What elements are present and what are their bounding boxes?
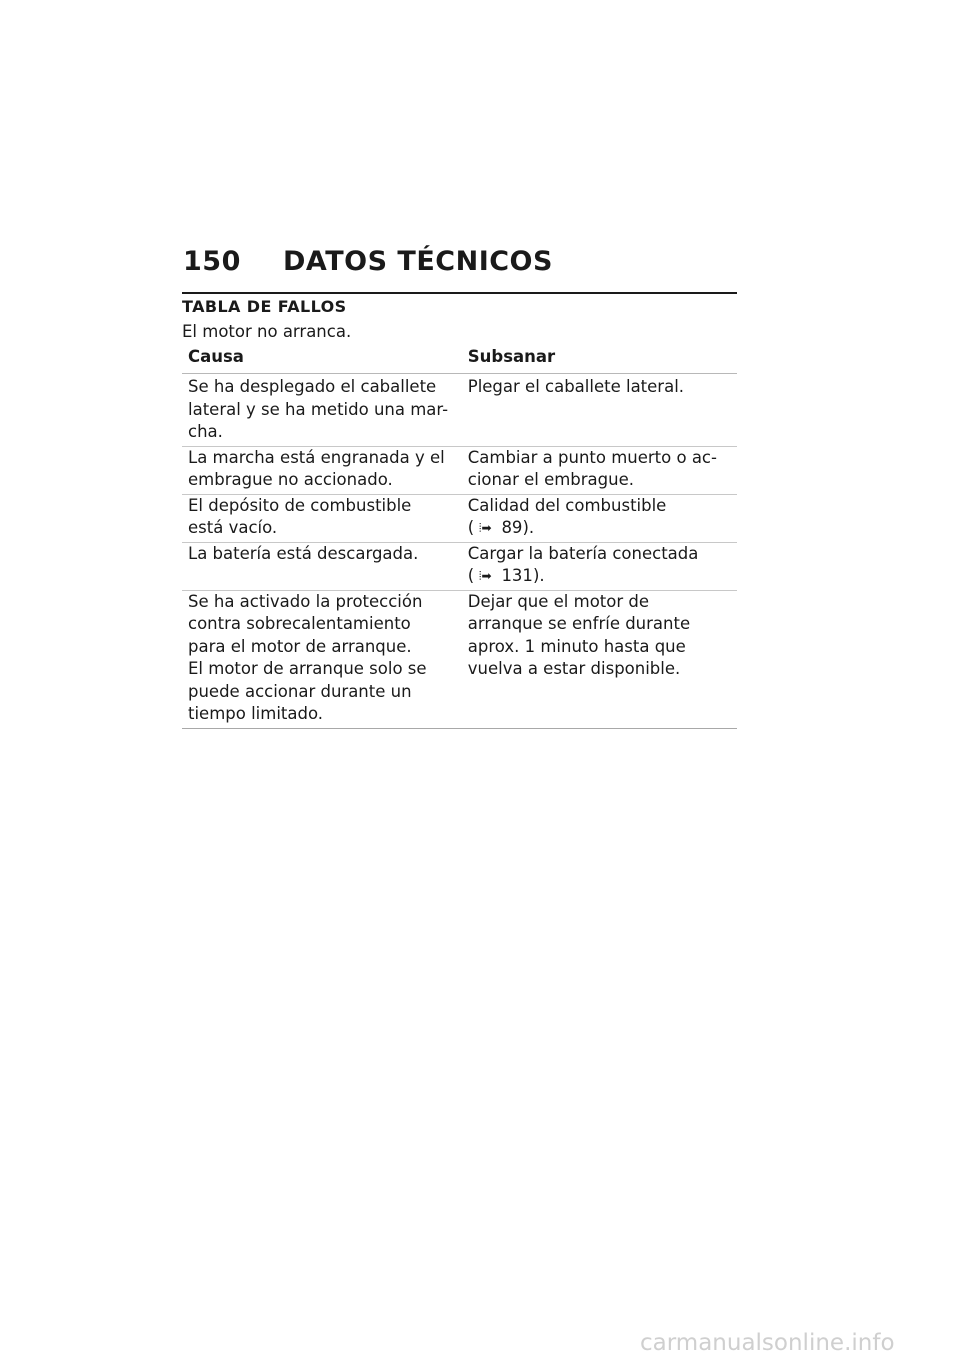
watermark: carmanualsonline.info (640, 1330, 895, 1356)
ref-open: ( (467, 518, 475, 537)
table-row (182, 374, 737, 447)
cause-cell (182, 590, 462, 728)
section-title: TABLA DE FALLOS (182, 297, 347, 316)
cell-line: aprox. 1 minuto hasta que (467, 636, 686, 656)
intro-text: El motor no arranca. (182, 322, 352, 341)
chapter-title: DATOS TÉCNICOS (283, 246, 553, 277)
cell-line: Cambiar a punto muerto o ac- (467, 447, 717, 467)
cell-line: tiempo limitado. (188, 704, 324, 723)
cell-line: El depósito de combustible (188, 495, 412, 515)
table-row (182, 494, 737, 542)
cell-line: cionar el embrague. (467, 470, 634, 489)
column-header-cause: Causa (182, 346, 462, 374)
remedy-cell (462, 590, 737, 728)
page-number: 150 (183, 246, 241, 277)
remedy-cell (462, 494, 737, 542)
cause-cell (182, 494, 462, 542)
cell-line: El motor de arranque solo se (188, 659, 427, 678)
remedy-cell (462, 374, 737, 447)
ref-close: ). (522, 518, 535, 537)
ref-page-number[interactable]: 89 (501, 518, 523, 537)
ref-page-number[interactable]: 131 (501, 566, 533, 585)
cell-line: contra sobrecalentamiento (188, 614, 411, 633)
cell-line: está vacío. (188, 518, 278, 537)
remedy-cell (462, 446, 737, 494)
cell-line: para el motor de arranque. (188, 636, 412, 656)
cell-line: Dejar que el motor de (467, 591, 650, 611)
ref-close: ). (532, 566, 545, 585)
page-reference[interactable] (468, 517, 731, 540)
cell-line: La marcha está engranada y el (188, 447, 445, 467)
page-reference[interactable] (468, 565, 731, 588)
cell-line: La batería está descargada. (188, 543, 419, 563)
cell-line: lateral y se ha metido una mar- (188, 399, 449, 419)
cell-line: cha. (188, 422, 223, 441)
fault-table (182, 346, 737, 729)
header-divider (182, 292, 737, 294)
cell-line: arranque se enfríe durante (467, 614, 691, 633)
cause-cell (182, 374, 462, 447)
cell-line: Calidad del combustible (467, 495, 667, 515)
page-reference-arrow-icon: ⦙➡ (478, 569, 492, 583)
table-row (182, 446, 737, 494)
cell-line: embrague no accionado. (188, 470, 393, 489)
column-header-remedy: Subsanar (462, 346, 737, 374)
cause-cell (182, 446, 462, 494)
cell-line: vuelva a estar disponible. (467, 659, 681, 678)
page-reference-arrow-icon: ⦙➡ (478, 521, 492, 535)
cell-line: Se ha activado la protección (188, 591, 423, 611)
remedy-cell (462, 542, 737, 590)
page-header (183, 246, 743, 286)
cell-line: Se ha desplegado el caballete (188, 377, 437, 396)
table-row (182, 590, 737, 728)
cell-line: Plegar el caballete lateral. (467, 377, 685, 396)
table-header-row (182, 346, 737, 374)
ref-open: ( (467, 566, 475, 585)
cell-line: puede accionar durante un (188, 681, 412, 701)
cause-cell (182, 542, 462, 590)
cell-line: Cargar la batería conectada (467, 543, 699, 563)
table-row (182, 542, 737, 590)
